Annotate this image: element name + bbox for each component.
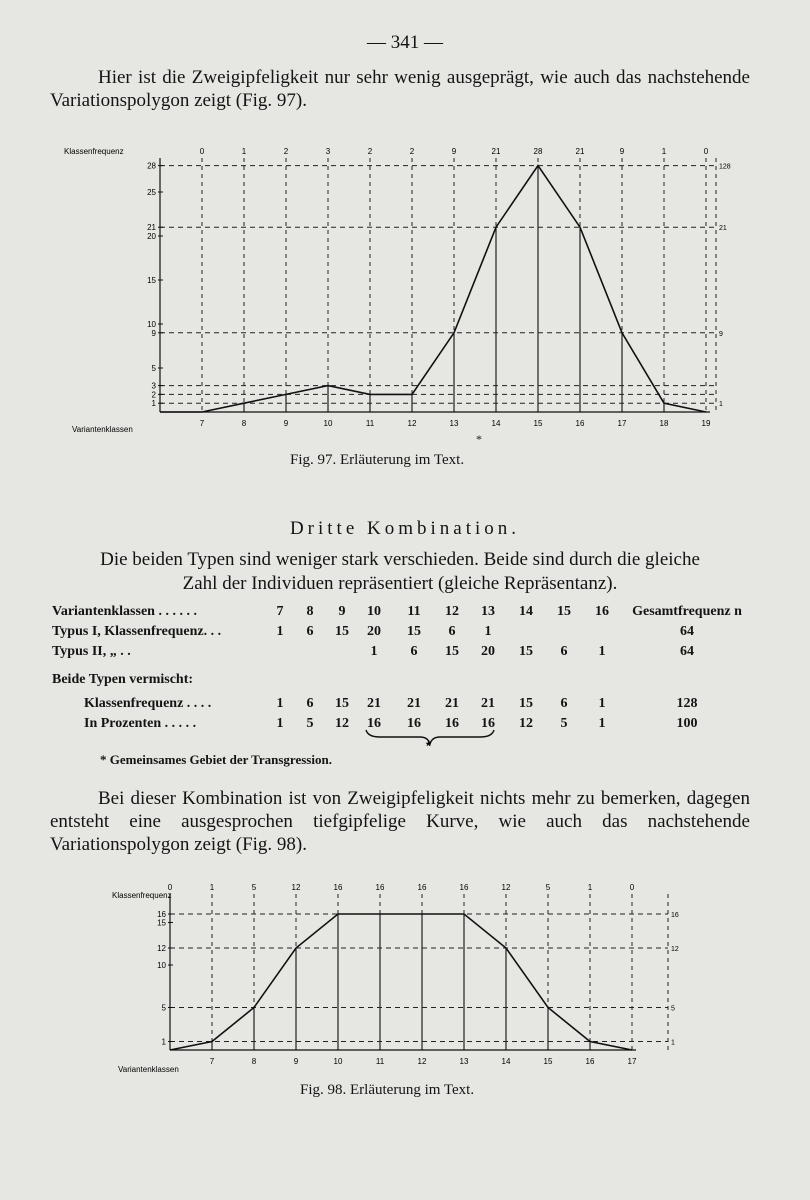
fig98-grid: [170, 894, 668, 1050]
fig97-freq-label: 21: [491, 147, 501, 156]
fig97-right-label: 128: [719, 163, 731, 171]
fig97-freq-label: 28: [533, 147, 543, 156]
fig97-xtick-label: 16: [575, 419, 585, 428]
fig97-xtick-label: 19: [701, 419, 711, 428]
fig98-xtick-label: 7: [209, 1057, 215, 1066]
fig98-freq-label: 0: [629, 883, 635, 892]
fig97-ytick-label: 9: [151, 328, 156, 338]
fig97-xtick-label: 11: [365, 419, 375, 428]
fig97-xlabel: Variantenklassen: [72, 425, 133, 434]
fig97-right-label: 21: [719, 225, 727, 233]
figure-97-chart: [60, 140, 750, 440]
table-row-label: Klassenfrequenz . . . .: [84, 696, 212, 711]
table-total-cell: 100: [676, 716, 698, 731]
table-total-cell: 128: [676, 696, 698, 711]
table-row-label: In Prozenten . . . . .: [84, 716, 197, 731]
table-cell: 1: [484, 624, 492, 639]
table-row: [52, 672, 752, 690]
table-row-label: Typus I, Klassenfrequenz. . .: [52, 624, 222, 639]
fig97-polygon-line: [160, 166, 706, 412]
table-cell: 1: [276, 716, 284, 731]
fig98-polygon-line: [170, 914, 632, 1050]
fig98-xtick-label: 11: [375, 1057, 385, 1066]
fig97-ytick-label: 2: [151, 390, 156, 400]
fig98-freq-label: 1: [587, 883, 593, 892]
table-cell: 5: [560, 716, 568, 731]
fig98-ytick-label: 1: [161, 1037, 166, 1047]
fig97-ytick-label: 1: [151, 399, 156, 409]
figure-98-chart: [110, 880, 700, 1080]
table-cell: 6: [410, 644, 418, 659]
fig98-ytick-label: 16: [157, 910, 166, 919]
table-cell: 12: [445, 604, 459, 619]
table-row: [52, 644, 752, 662]
fig98-freq-label: 5: [251, 883, 257, 892]
fig97-freq-label: 1: [661, 147, 667, 156]
paragraph-intro-fig97: Hier ist die Zweigipfeligkeit nur sehr wenig ausgeprägt, wie auch das nachstehende Variationspolygon zeigt (Fig. 97).: [50, 67, 750, 111]
fig98-xlabel: Variantenklassen: [118, 1065, 179, 1074]
table-cell: 16: [595, 604, 609, 619]
fig97-xtick-label: 17: [617, 419, 627, 428]
fig97-xtick-label: 9: [283, 419, 289, 428]
fig97-freq-label: 0: [199, 147, 205, 156]
fig97-freq-label: 1: [241, 147, 247, 156]
fig98-caption: Fig. 98. Erläuterung im Text.: [300, 1082, 475, 1098]
table-cell: 15: [519, 644, 533, 659]
table-cell: 6: [306, 624, 314, 639]
fig97-right-label: 9: [719, 330, 723, 338]
fig98-marks: [157, 883, 679, 1066]
fig97-xtick-label: 10: [323, 419, 333, 428]
table-cell: 1: [598, 716, 606, 731]
fig98-ytick-label: 5: [161, 1003, 166, 1013]
table-row-label: Variantenklassen . . . . . .: [52, 604, 197, 619]
fig98-right-label: 16: [671, 912, 679, 919]
table-row: [52, 624, 752, 642]
fig97-ytick-label: 28: [147, 161, 156, 171]
fig97-freq-label: 9: [451, 147, 457, 156]
fig98-freq-label: 12: [291, 883, 301, 892]
fig98-freq-label: 5: [545, 883, 551, 892]
section-intro: [50, 548, 750, 596]
fig98-right-label: 1: [671, 1039, 675, 1047]
table-cell: 9: [338, 604, 346, 619]
transgression-brace: [360, 728, 500, 752]
fig97-freq-label: 2: [409, 147, 415, 156]
table-cell: 20: [367, 624, 381, 639]
footnote: * Gemeinsames Gebiet der Transgression.: [100, 752, 332, 767]
fig97-grid: [160, 158, 716, 412]
fig97-ytick-label: 21: [147, 223, 156, 233]
fig97-right-label: 1: [719, 401, 723, 409]
table-cell: 21: [481, 696, 495, 711]
fig98-xtick-label: 12: [417, 1057, 427, 1066]
table-cell: 15: [519, 696, 533, 711]
table-cell: 14: [519, 604, 533, 619]
table-cell: 21: [407, 696, 421, 711]
paragraph-intro-fig98: Bei dieser Kombination ist von Zweigipfeligkeit nichts mehr zu bemerken, dagegen entsteht eine ausgesprochen tiefgipfelige Kurve, wie auch das nachstehende Variationspolygon zeigt (Fig. 98).: [50, 788, 750, 855]
fig98-ylabel: Klassenfrequenz: [112, 891, 172, 900]
fig97-xtick-label: 13: [449, 419, 459, 428]
table-cell: 7: [276, 604, 284, 619]
fig97-freq-label: 21: [575, 147, 585, 156]
table-cell: 12: [519, 716, 533, 731]
fig98-xtick-label: 15: [543, 1057, 553, 1066]
table-cell: 6: [560, 696, 568, 711]
table-cell: 1: [598, 644, 606, 659]
table-row: [52, 696, 752, 714]
intro-line-2: Zahl der Individuen repräsentiert (gleiche Repräsentanz).: [182, 573, 618, 594]
fig97-xtick-label: 14: [491, 419, 501, 428]
fig98-ytick-label: 10: [157, 961, 166, 970]
table-cell: 6: [560, 644, 568, 659]
table-cell: 1: [370, 644, 378, 659]
fig98-xtick-label: 17: [627, 1057, 637, 1066]
fig97-freq-label: 0: [703, 147, 709, 156]
fig98-xtick-label: 13: [459, 1057, 469, 1066]
fig98-xtick-label: 16: [585, 1057, 595, 1066]
table-cell: 8: [306, 604, 314, 619]
table-cell: 21: [445, 696, 459, 711]
fig97-xtick-label: 18: [659, 419, 669, 428]
table-cell: 16: [445, 716, 459, 731]
table-cell: 16: [367, 716, 381, 731]
fig97-ytick-label: 5: [151, 364, 156, 373]
fig97-ylabel: Klassenfrequenz: [64, 147, 124, 156]
table-cell: 6: [448, 624, 456, 639]
fig97-caption: Fig. 97. Erläuterung im Text.: [290, 452, 465, 468]
fig97-freq-label: 9: [619, 147, 625, 156]
fig98-ytick-label: 15: [157, 918, 166, 928]
table-cell: 1: [276, 696, 284, 711]
fig97-star: *: [476, 432, 482, 446]
fig98-xtick-label: 9: [293, 1057, 299, 1066]
fig97-xtick-label: 15: [533, 419, 543, 428]
fig97-xtick-label: 8: [241, 419, 247, 428]
fig98-freq-label: 16: [375, 883, 385, 892]
table-total-cell: Gesamtfrequenz n: [632, 604, 742, 619]
fig98-right-label: 12: [671, 946, 679, 953]
table-row-label: Beide Typen vermischt:: [52, 672, 194, 687]
section-heading: Dritte Kombination.: [289, 518, 521, 539]
table-cell: 16: [407, 716, 421, 731]
fig97-freq-label: 2: [283, 147, 289, 156]
table-cell: 1: [276, 624, 284, 639]
table-row-label: Typus II, „ . .: [52, 644, 131, 659]
table-cell: 15: [335, 696, 349, 711]
page-number: — 341 —: [367, 32, 443, 53]
table-cell: 13: [481, 604, 495, 619]
fig98-freq-label: 16: [333, 883, 343, 892]
fig98-xtick-label: 14: [501, 1057, 511, 1066]
table-cell: 1: [598, 696, 606, 711]
table-cell: 15: [335, 624, 349, 639]
table-cell: 16: [481, 716, 495, 731]
table-cell: 10: [367, 604, 381, 619]
table-cell: 15: [407, 624, 421, 639]
table-cell: 11: [407, 604, 421, 619]
fig97-freq-label: 3: [325, 147, 331, 156]
brace-star: *: [426, 739, 431, 752]
table-total-cell: 64: [680, 644, 694, 659]
fig98-freq-label: 0: [167, 883, 173, 892]
fig97-ytick-label: 15: [147, 276, 156, 285]
table-total-cell: 64: [680, 624, 694, 639]
table-cell: 15: [445, 644, 459, 659]
table-cell: 20: [481, 644, 495, 659]
fig98-right-label: 5: [671, 1005, 675, 1013]
table-cell: 21: [367, 696, 381, 711]
intro-line-1: Die beiden Typen sind weniger stark verschieden. Beide sind durch die gleiche: [100, 549, 700, 570]
table-cell: 15: [557, 604, 571, 619]
fig98-xtick-label: 10: [333, 1057, 343, 1066]
fig97-ytick-label: 3: [151, 381, 156, 391]
table-cell: 5: [306, 716, 314, 731]
fig97-ytick-label: 20: [147, 232, 156, 241]
table-row: [52, 604, 752, 622]
fig98-ytick-label: 12: [157, 944, 166, 953]
fig98-freq-label: 16: [417, 883, 427, 892]
fig97-xtick-label: 7: [199, 419, 205, 428]
fig98-freq-label: 16: [459, 883, 469, 892]
table-cell: 12: [335, 716, 349, 731]
fig97-xtick-label: 12: [407, 419, 417, 428]
fig98-freq-label: 12: [501, 883, 511, 892]
fig98-freq-label: 1: [209, 883, 215, 892]
fig97-ytick-label: 10: [147, 320, 156, 329]
fig97-ytick-label: 25: [147, 188, 156, 197]
fig98-xtick-label: 8: [251, 1057, 257, 1066]
fig97-freq-label: 2: [367, 147, 373, 156]
table-cell: 6: [306, 696, 314, 711]
